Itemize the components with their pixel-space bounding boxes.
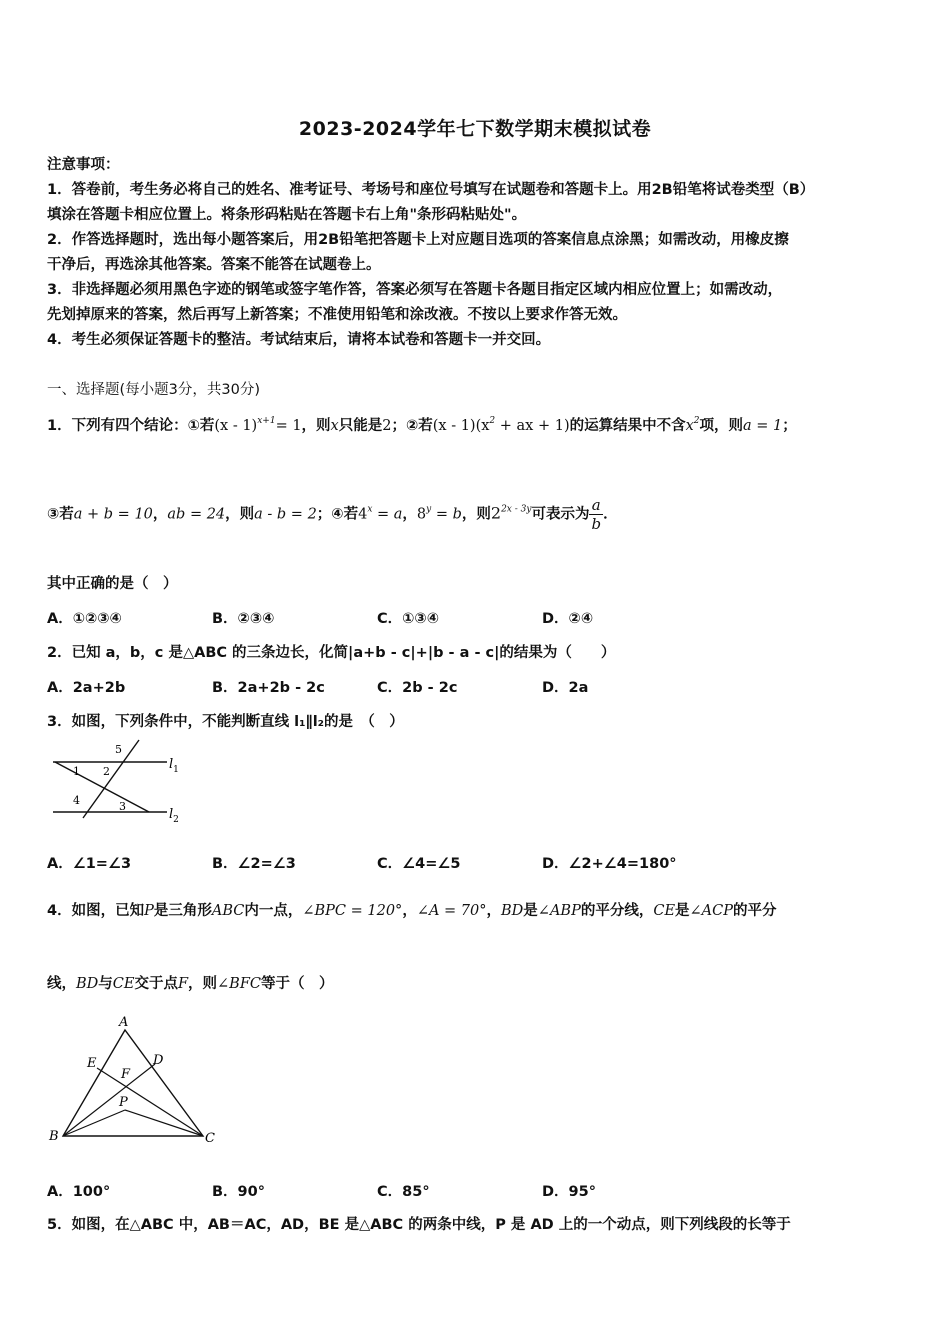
option-a[interactable]: A．∠1=∠3 <box>47 856 132 872</box>
section-heading: 一、选择题(每小题3分，共30分) <box>47 382 260 398</box>
transversal-1 <box>83 740 139 818</box>
question-1-line-2: ③若a + b = 10，ab = 24，则a - b = 2；④若$4^x = a$，$8^y = b$，则$2^{2x - 3y}$可表示为 $\frac{a}{b}$ ． <box>47 496 618 533</box>
segment-bp <box>63 1110 125 1136</box>
notice-line: 1．答卷前，考生务必将自己的姓名、准考证号、考场号和座位号填写在试题卷和答题卡上。用2B铅笔将试卷类型（B） <box>47 182 815 198</box>
point-label-e: E <box>87 1056 97 1071</box>
triangle-figure <box>45 1012 225 1152</box>
option-d[interactable]: D．2a <box>542 680 589 696</box>
vertex-label-a: A <box>119 1015 129 1030</box>
notice-line: 先划掉原来的答案，然后再写上新答案；不准使用铅笔和涂改液。不按以上要求作答无效。 <box>47 307 627 323</box>
angle-label-2: 2 <box>103 765 110 778</box>
option-d[interactable]: D．②④ <box>542 611 594 627</box>
question-4-line-2: 线，BD与CE交于点F，则∠BFC等于（ ） <box>47 976 334 992</box>
option-c[interactable]: C．①③④ <box>377 611 439 627</box>
point-label-d: D <box>153 1053 164 1068</box>
point-label-p: P <box>119 1095 128 1110</box>
label-l2: $l_2$ <box>169 807 179 825</box>
angle-label-3: 3 <box>119 800 126 813</box>
option-d[interactable]: D．95° <box>542 1184 596 1200</box>
question-5-stem: 5．如图，在△ABC 中，AB＝AC，AD，BE 是△ABC 的两条中线，P 是 AD 上的一个动点，则下列线段的长等于 <box>47 1217 791 1233</box>
question-4-line-1: 4．如图，已知P是三角形ABC内一点，∠BPC = 120°，∠A = 70°，BD是∠ABP的平分线，CE是∠ACP的平分 <box>47 903 777 919</box>
option-b[interactable]: B．②③④ <box>212 611 275 627</box>
vertex-label-b: B <box>49 1129 59 1144</box>
vertex-label-c: C <box>205 1131 215 1146</box>
angle-label-5: 5 <box>115 743 122 756</box>
option-c[interactable]: C．2b - 2c <box>377 680 458 696</box>
option-b[interactable]: B．90° <box>212 1184 265 1200</box>
page-title: 2023-2024学年七下数学期末模拟试卷 <box>298 118 652 140</box>
option-d[interactable]: D．∠2+∠4=180° <box>542 856 677 872</box>
angle-label-4: 4 <box>73 794 80 807</box>
notice-line: 2．作答选择题时，选出每小题答案后，用2B铅笔把答题卡上对应题目选项的答案信息点涂黑；如需改动，用橡皮擦 <box>47 232 789 248</box>
label-l1: $l_1$ <box>169 757 179 775</box>
notice-line: 填涂在答题卡相应位置上。将条形码粘贴在答题卡右上角"条形码粘贴处"。 <box>47 207 527 223</box>
option-c[interactable]: C．85° <box>377 1184 430 1200</box>
question-1-line-1: 1．下列有四个结论：①若(x - 1)$^{x+1}$= 1，则x只能是2；②若$(x - 1)(x^2$ + ax + 1)的运算结果中不含$x^2$项，则a = 1； <box>47 416 797 434</box>
question-2-stem: 2．已知 a，b，c 是△ABC 的三条边长，化简|a+b - c|+|b - a - c|的结果为（ ） <box>47 645 616 661</box>
segment-pc <box>125 1110 203 1136</box>
segment-ce <box>97 1068 203 1136</box>
segment-bd <box>63 1064 155 1136</box>
option-a[interactable]: A．2a+2b <box>47 680 126 696</box>
transversal-2 <box>55 762 149 812</box>
angle-label-1: 1 <box>73 765 80 778</box>
question-3-stem: 3．如图，下列条件中，不能判断直线 l₁∥l₂的是 （ ） <box>47 714 404 730</box>
option-b[interactable]: B．∠2=∠3 <box>212 856 296 872</box>
parallel-lines-figure <box>45 738 195 828</box>
option-a[interactable]: A．①②③④ <box>47 611 122 627</box>
option-b[interactable]: B．2a+2b - 2c <box>212 680 325 696</box>
notice-line: 4．考生必须保证答题卡的整洁。考试结束后，请将本试卷和答题卡一并交回。 <box>47 332 551 348</box>
option-c[interactable]: C．∠4=∠5 <box>377 856 461 872</box>
notice-line: 3．非选择题必须用黑色字迹的钢笔或签字笔作答，答案必须写在答题卡各题目指定区域内相应位置上；如需改动， <box>47 282 783 298</box>
point-label-f: F <box>121 1067 131 1082</box>
option-a[interactable]: A．100° <box>47 1184 111 1200</box>
question-1-stem: 其中正确的是（ ） <box>47 576 178 592</box>
fraction-a-over-b: $\frac{a}{b}$ <box>591 496 602 533</box>
notice-line: 干净后，再选涂其他答案。答案不能答在试题卷上。 <box>47 257 381 273</box>
notice-heading: 注意事项： <box>47 157 120 173</box>
